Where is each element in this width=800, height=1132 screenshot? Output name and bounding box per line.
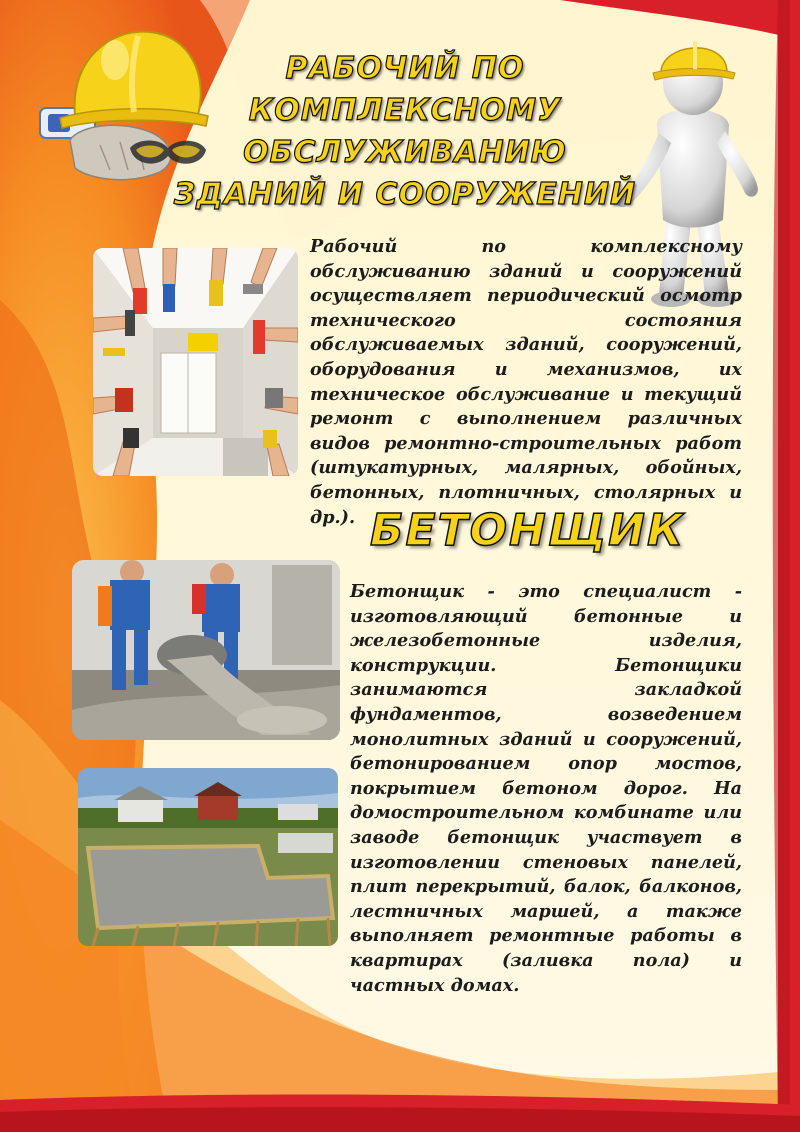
tools-photo — [93, 248, 298, 476]
title-line: ЗДАНИЙ И СООРУЖЕНИЙ — [173, 177, 637, 212]
title-line: ОБСЛУЖИВАНИЮ — [243, 135, 567, 170]
workers-photo — [72, 560, 340, 740]
title-line: РАБОЧИЙ ПО — [285, 51, 525, 86]
slab-photo — [78, 768, 338, 946]
title-line: КОМПЛЕКСНОМУ — [248, 93, 562, 128]
intro-paragraph: Рабочий по комплексному обслуживанию зданий и сооружений осуществляет периодический осмотр технического состояния обслуживаемых зданий, сооружений, оборудования и механизмов, их техническое обслуживание и текущий ремонт с выполнением различных видов ремонтно-строительных работ (штукатурных, малярных, обойных, бетонных, плотничных, столярных и др.). — [310, 236, 742, 528]
page-title — [150, 48, 660, 216]
concrete-worker-paragraph: Бетонщик - это специалист - изготовляющий бетонные и железобетонные изделия, конструкции. Бетонщики занимаются закладкой фундаментов, возведением монолитных зданий и сооружений, бетонированием опор мостов, покрытием бетоном дорог. На домостроительном комбинате или заводе бетонщик участвует в изготовлении стеновых панелей, плит перекрытий, балок, балконов, лестничных маршей, а также выполняет ремонтные работы в квартирах (заливка пола) и частных домах. — [350, 581, 742, 996]
section-heading: БЕТОНЩИК — [370, 505, 685, 556]
